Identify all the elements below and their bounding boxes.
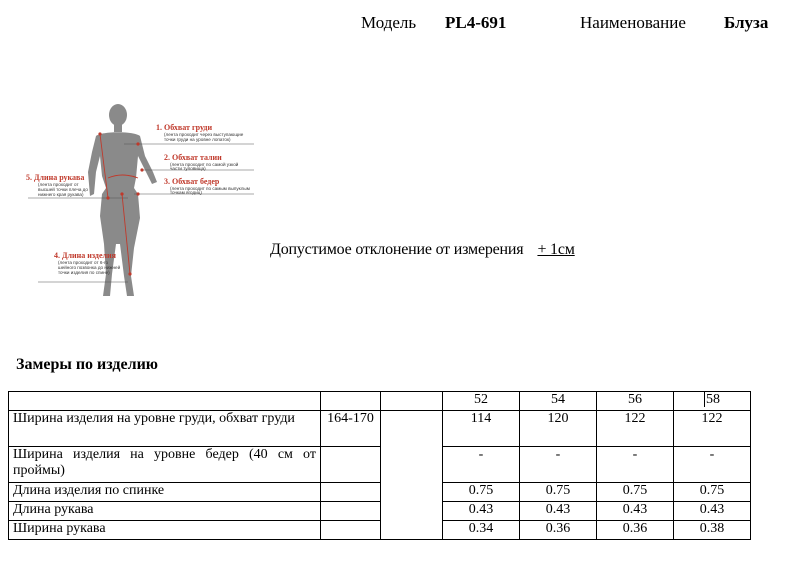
- text-cursor[interactable]: 58: [706, 392, 720, 407]
- value-cell: 0.75: [520, 483, 597, 502]
- svg-text:(лента проходит по самым выпук: (лента проходит по самым выпуклым: [170, 186, 250, 191]
- name-value: Блуза: [724, 13, 769, 32]
- svg-text:шейного позвонка до нижней: шейного позвонка до нижней: [58, 265, 121, 270]
- model-label: Модель: [361, 13, 417, 32]
- svg-text:нижнего края рукава): нижнего края рукава): [38, 192, 84, 197]
- annotation-5: [26, 173, 88, 197]
- annotation-2: [164, 153, 239, 171]
- svg-text:точки груди на уровне лопаток): точки груди на уровне лопаток): [164, 137, 231, 142]
- table-cell: [9, 392, 321, 411]
- value-cell: 0.75: [597, 483, 674, 502]
- tolerance-text: Допустимое отклонение от измерения: [270, 241, 524, 258]
- row-label: Ширина рукава: [9, 521, 321, 540]
- model-value: PL4-691: [445, 13, 507, 32]
- table-row: [9, 411, 751, 447]
- section-title: Замеры по изделию: [16, 356, 159, 373]
- value-cell: 0.43: [520, 502, 597, 521]
- value-cell: 0.75: [443, 483, 520, 502]
- table-row: [9, 447, 751, 483]
- svg-text:(лента проходит от: (лента проходит от: [38, 182, 79, 187]
- svg-text:5. Длина рукава: 5. Длина рукава: [26, 173, 85, 182]
- annotation-3: [164, 177, 250, 195]
- value-cell: 0.38: [674, 521, 751, 540]
- row-label: Длина рукава: [9, 502, 321, 521]
- svg-text:3. Обхват бедер: 3. Обхват бедер: [164, 177, 220, 186]
- value-cell: 0.36: [520, 521, 597, 540]
- size-header: 54: [520, 392, 597, 411]
- table-cell: [321, 521, 381, 540]
- table-cell: [381, 411, 443, 540]
- value-cell: 0.34: [443, 521, 520, 540]
- value-cell: 0.43: [674, 502, 751, 521]
- value-cell: 114: [443, 411, 520, 447]
- value-cell: 120: [520, 411, 597, 447]
- svg-text:2. Обхват талии: 2. Обхват талии: [164, 153, 222, 162]
- svg-text:4. Длина изделия: 4. Длина изделия: [54, 251, 116, 260]
- value-cell: 122: [597, 411, 674, 447]
- svg-text:(лента проходит по самой узкой: (лента проходит по самой узкой: [170, 162, 239, 167]
- value-cell: 0.43: [597, 502, 674, 521]
- size-header: [674, 392, 751, 411]
- value-cell: -: [674, 447, 751, 483]
- table-header-row: [9, 392, 751, 411]
- table-cell: [321, 392, 381, 411]
- value-cell: 0.36: [597, 521, 674, 540]
- value-cell: 0.75: [674, 483, 751, 502]
- svg-text:высшей точки плеча до: высшей точки плеча до: [38, 187, 88, 192]
- annotation-1: [156, 123, 244, 142]
- size-header: 52: [443, 392, 520, 411]
- measurement-figure: [24, 98, 264, 310]
- value-cell: 0.43: [443, 502, 520, 521]
- value-cell: -: [520, 447, 597, 483]
- value-cell: -: [597, 447, 674, 483]
- name-label: Наименование: [580, 13, 686, 32]
- tolerance-note: [270, 241, 575, 259]
- table-cell: [321, 447, 381, 483]
- value-cell: 122: [674, 411, 751, 447]
- table-row: [9, 521, 751, 540]
- row-label: Длина изделия по спинке: [9, 483, 321, 502]
- value-cell: -: [443, 447, 520, 483]
- table-cell: [321, 502, 381, 521]
- row-label: Ширина изделия на уровне бедер (40 см от проймы): [9, 447, 321, 483]
- tolerance-value: + 1см: [537, 241, 575, 258]
- svg-text:части туловища): части туловища): [170, 166, 206, 171]
- height-range: 164-170: [321, 411, 381, 447]
- table-row: [9, 502, 751, 521]
- svg-text:точкам ягодиц): точкам ягодиц): [170, 190, 202, 195]
- table-row: [9, 483, 751, 502]
- svg-text:(лента проходит от 6-го: (лента проходит от 6-го: [58, 260, 109, 265]
- row-label: Ширина изделия на уровне груди, обхват груди: [9, 411, 321, 447]
- svg-text:точки изделия по спине): точки изделия по спине): [58, 270, 110, 275]
- measurements-table: [8, 391, 751, 540]
- table-cell: [381, 392, 443, 411]
- table-cell: [321, 483, 381, 502]
- svg-text:1. Обхват груди: 1. Обхват груди: [156, 123, 213, 132]
- svg-text:(лента проходит через выступаю: (лента проходит через выступающие: [164, 132, 244, 137]
- size-header: 56: [597, 392, 674, 411]
